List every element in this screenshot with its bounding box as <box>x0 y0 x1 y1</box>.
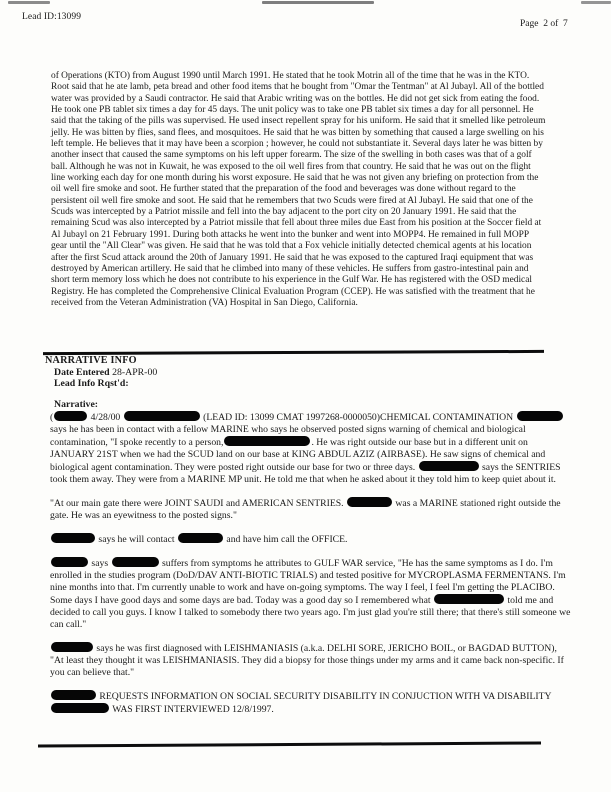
narrative-text: ( <box>50 412 54 423</box>
redaction-bar <box>51 533 95 543</box>
bottom-rule <box>38 741 541 747</box>
redaction-bar <box>419 461 479 471</box>
narrative-info-title: NARRATIVE INFO <box>45 355 137 366</box>
redaction-bar <box>51 690 96 700</box>
narrative-text: says <box>89 558 111 569</box>
lead-info-label: Lead Info Rqst'd: <box>54 378 129 390</box>
narrative-paragraph <box>50 411 571 486</box>
narrative-text: was a MARINE stationed right outside the gate. He was an eyewitness to the posted signs." <box>50 498 561 521</box>
narrative-paragraph <box>50 497 571 522</box>
narrative-text: REQUESTS INFORMATION ON SOCIAL SECURITY DISABILITY IN CONJUCTION WITH VA DISABILITY <box>97 691 552 702</box>
report-paragraph: of Operations (KTO) from August 1990 until March 1991. He stated that he took Motrin all of the time that he was in the KTO. Root said that he ate lamb, peta bread and other food items that he bought from "Omar the Tentman" at Al Jubayl. All of the bottled water was provided by a Saudi contractor. He said that Arabic writing was on the bottles. He did not get sick from eating the food. He took one PB tablet six times a day for 45 days. The unit policy was to take one PB tablet six times a day for all personnel. He said that the taking of the pills was supervised. He used insect repellent spray for his uniform. He said that it smelled like petroleum jelly. He was bitten by flies, sand flees, and mosquitoes. He said that he was bitten by something that caused a large swelling on his left temple. He believes that it may have been a scorpion ; however, he could not substantiate it. Several days later he was bitten by another insect that caused the same symptoms on his left upper forearm. The size of the swelling in both cases was that of a golf ball. Although he was not in Kuwait, he was exposed to the oil well fires from that country. He said that he was out on the flight line working each day for one month during his worst exposure. He said that he was not given any briefing on protection from the oil well fire smoke and soot. He further stated that the preparation of the food and beverages was done without regard to the persistent oil well fire smoke and soot. He said that he remembers that two Scuds were fired at Al Jubayl. He said that one of the Scuds was intercepted by a Patriot missile and fell into the bay adjacent to the port city on 20 January 1991. He said that the remaining Scud was also intercepted by a Patriot missile that fell about three miles due East from his position at the Soccer field at Al Jubayl on 21 February 1991. During both attacks he went into the bunker and went into MOPP4. He remained in full MOPP gear until the "All Clear" was given. He said that he was told that a Fox vehicle initially detected chemical agents at his location after the first Scud attack around the 20th of January 1991. He said that he was exposed to the captured Iraqi equipment that was destroyed by American artillery. He said that he climbed into many of these vehicles. He suffers from gastro-intestinal pain and short term memory loss which he does not contribute to his experience in the Gulf War. He has registered with the OSD medical Registry. He has completed the Comprehensive Clinical Evaluation Program (CCEP). He was satisfied with the treatment that he received from the Veteran Administration (VA) Hospital in San Diego, California. <box>51 71 546 308</box>
narrative-text: says the SENTRIES took them away. They were from a MARINE MP unit. He told me that when he asked about it they told him to keep quiet about it. <box>50 462 561 485</box>
redaction-bar <box>517 411 563 421</box>
redaction-bar <box>434 594 504 604</box>
date-entered-value: 28-APR-00 <box>112 366 158 378</box>
narrative-text: says he was first diagnosed with LEISHMANIASIS (a.k.a. DELHI SORE, JERICHO BOIL, or BAGDAD BUTTON), "At least they thought it was LEISHMANIASIS. They did a biopsy for those things under my arms and it came back non-specific. If you can believe that." <box>50 643 564 678</box>
redaction-bar <box>54 411 87 421</box>
narrative-text: (LEAD ID: 13099 CMAT 1997268-0000050)CHEMICAL CONTAMINATION <box>200 412 516 423</box>
narrative-paragraph <box>50 642 571 679</box>
redaction-bar <box>347 497 392 507</box>
narrative-info-section <box>45 355 157 390</box>
narrative-text: told me and decided to call you guys. I know I talked to somebody there two years ago. I'm just glad you're still there; that there's still someone we can call." <box>50 595 571 630</box>
redaction-bar <box>224 436 310 446</box>
scan-artifact <box>581 1 611 4</box>
narrative-text: . He was right outside our base but in a different unit on JANUARY 21ST when we had the SCUD land on our base at KING ABDUL AZIZ (AIRBASE). He saw signs of chemical and biological agent contamination. They were posted right outside our base for two or three days. <box>50 437 546 473</box>
narrative-text: says he will contact <box>96 534 177 545</box>
redaction-bar <box>51 703 109 713</box>
section-divider <box>43 350 544 355</box>
narrative-paragraph <box>50 690 571 716</box>
redaction-bar <box>124 411 200 421</box>
redaction-bar <box>51 642 93 652</box>
redaction-bar <box>178 533 223 543</box>
lead-id-label: Lead ID:13099 <box>22 12 82 22</box>
scan-artifact <box>262 1 374 4</box>
narrative-text: "At our main gate there were JOINT SAUDI and AMERICAN SENTRIES. <box>50 498 346 509</box>
redaction-bar <box>51 557 88 567</box>
narrative-text: says he has been in contact with a fellow MARINE who says he observed posted signs warning of chemical and biological contamination, "I spoke recently to a person, <box>50 424 526 448</box>
narrative-text: 4/28/00 <box>88 412 123 423</box>
narrative-paragraph <box>50 557 571 631</box>
page-number: Page 2 of 7 <box>520 19 568 29</box>
date-entered-row <box>54 367 157 379</box>
redaction-bar <box>112 557 159 567</box>
narrative-paragraphs <box>50 411 571 727</box>
narrative-text: and have him call the OFFICE. <box>223 534 348 545</box>
narrative-paragraph <box>50 533 571 546</box>
narrative-text: WAS FIRST INTERVIEWED 12/8/1997. <box>110 704 274 715</box>
narrative-label: Narrative: <box>54 399 99 410</box>
date-entered-label: Date Entered <box>54 366 110 378</box>
narrative-text: suffers from symptoms he attributes to GULF WAR service, "He has the same symptoms as I do. I'm enrolled in the studies program (DoD/DAV ANTI-BIOTIC TRIALS) and tested positive for MYCROPLASMA FERMENTANS. I'm nine months into that. I'm currently unable to work and have on-going symptoms. The way I feel, I feel I'm getting the PLACIBO. Some days I have good days and some days are bad. Today was a good day so I remembered what <box>50 558 566 606</box>
scan-artifact <box>8 1 50 4</box>
